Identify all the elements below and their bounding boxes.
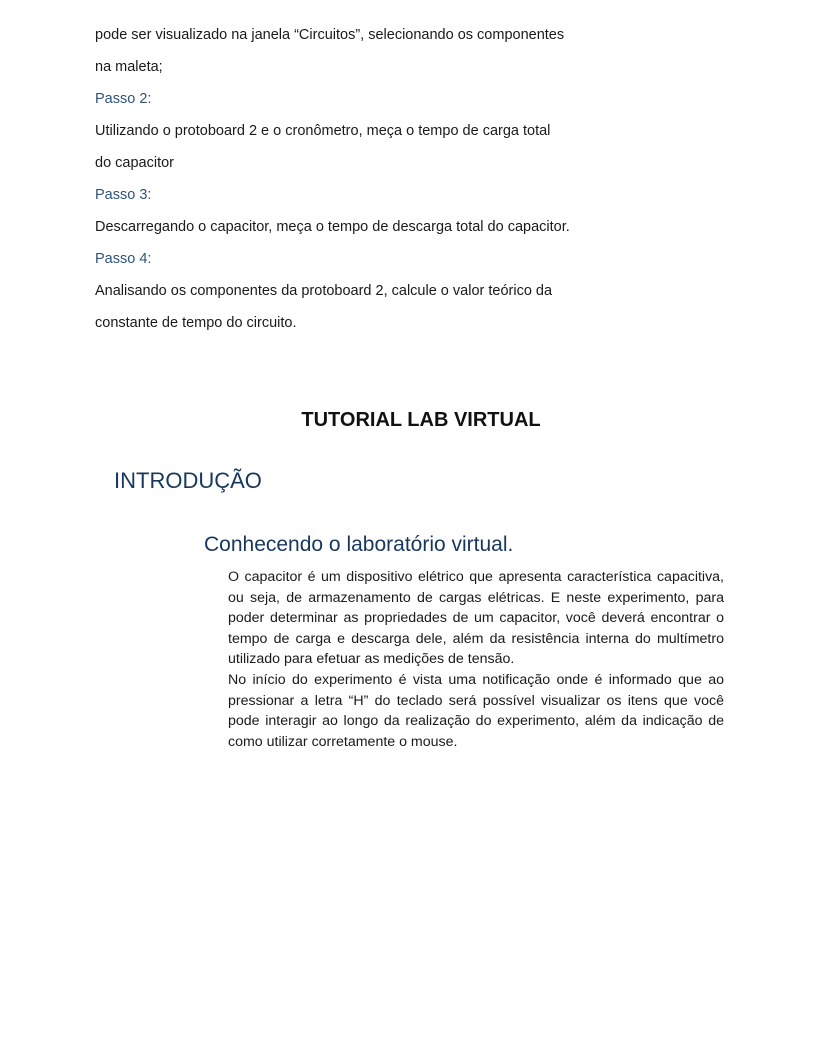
step1-text-line-2: na maleta; [95,59,163,75]
step4-text-line-2: constante de tempo do circuito. [95,315,297,331]
paragraph-notificacao: No início do experimento é vista uma notificação onde é informado que ao pressionar a letra “H” do teclado será possível visualizar os itens que você pode interagir ao longo da realização do experimento, além da indicação de como utilizar corretamente o mouse. [228,671,724,750]
subheading-conhecendo: Conhecendo o laboratório virtual. [204,533,514,556]
section-heading-introducao: INTRODUÇÃO [114,468,262,493]
step2-label: Passo 2: [95,91,152,107]
step4-label: Passo 4: [95,251,152,267]
paragraph-capacitor: O capacitor é um dispositivo elétrico que apresenta característica capacitiva, ou seja, de armazenamento de cargas elétricas. E neste experimento, para poder determinar as propriedades de um capacitor, você deverá encontrar o tempo de carga e descarga dele, além da resistência interna do multímetro utilizado para efetuar as medições de tensão. [228,569,724,668]
step3-text-line-1: Descarregando o capacitor, meça o tempo de descarga total do capacitor. [95,219,570,235]
tutorial-body [228,567,724,752]
step1-text-line-1: pode ser visualizado na janela “Circuitos”, selecionando os componentes [95,27,565,43]
step2-text-line-1: Utilizando o protoboard 2 e o cronômetro, meça o tempo de carga total [95,123,551,139]
tutorial-title: TUTORIAL LAB VIRTUAL [301,409,541,431]
step4-text-line-1: Analisando os componentes da protoboard 2, calcule o valor teórico da [95,283,553,299]
step2-text-line-2: do capacitor [95,155,174,171]
step3-label: Passo 3: [95,187,152,203]
